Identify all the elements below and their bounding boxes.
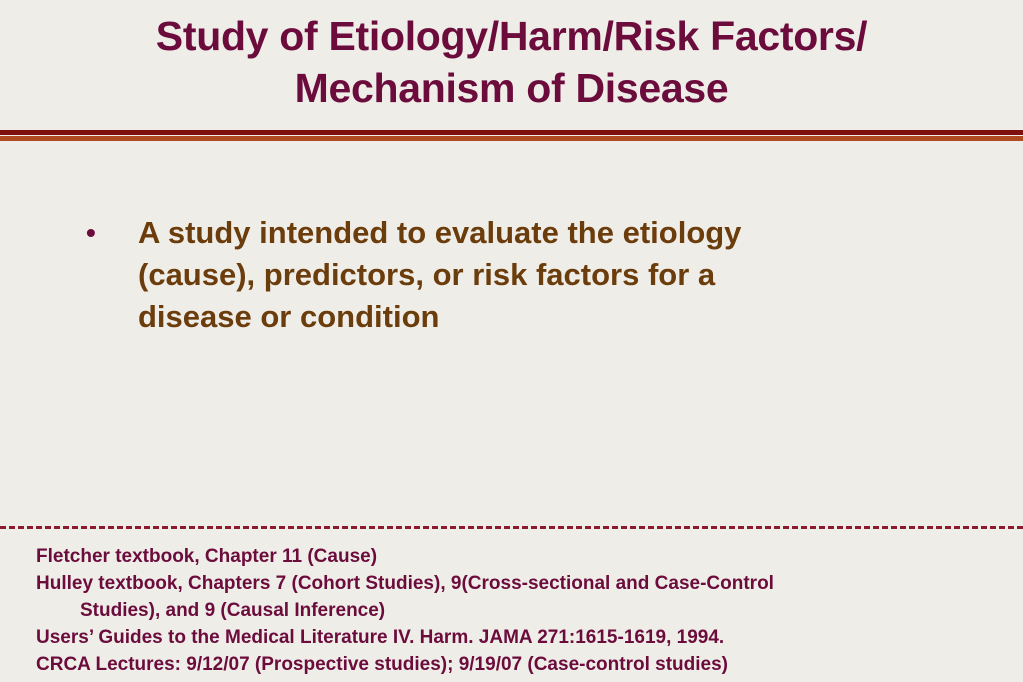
- reference-line: Fletcher textbook, Chapter 11 (Cause): [36, 546, 378, 567]
- slide-title: [0, 10, 1023, 114]
- references: [36, 543, 996, 678]
- title-line-2: Mechanism of Disease: [294, 65, 729, 111]
- bullet-text-line-3: disease or condition: [138, 299, 440, 334]
- bullet-text: [138, 212, 838, 338]
- reference-line: Studies), and 9 (Causal Inference): [80, 600, 386, 621]
- title-divider-dark: [0, 130, 1023, 135]
- reference-line: Hulley textbook, Chapters 7 (Cohort Studies), 9(Cross-sectional and Case-Control: [36, 573, 774, 594]
- bullet-dot-icon: •: [86, 217, 96, 248]
- reference-line: CRCA Lectures: 9/12/07 (Prospective studies); 9/19/07 (Case-control studies): [36, 654, 728, 675]
- title-line-1: Study of Etiology/Harm/Risk Factors/: [155, 13, 868, 59]
- bullet-text-line-1: A study intended to evaluate the etiology: [138, 215, 742, 250]
- references-divider: [0, 526, 1023, 529]
- reference-line: Users’ Guides to the Medical Literature IV. Harm. JAMA 271:1615-1619, 1994.: [36, 627, 725, 648]
- title-divider-light: [0, 136, 1023, 141]
- bullet-text-line-2: (cause), predictors, or risk factors for a: [138, 257, 716, 292]
